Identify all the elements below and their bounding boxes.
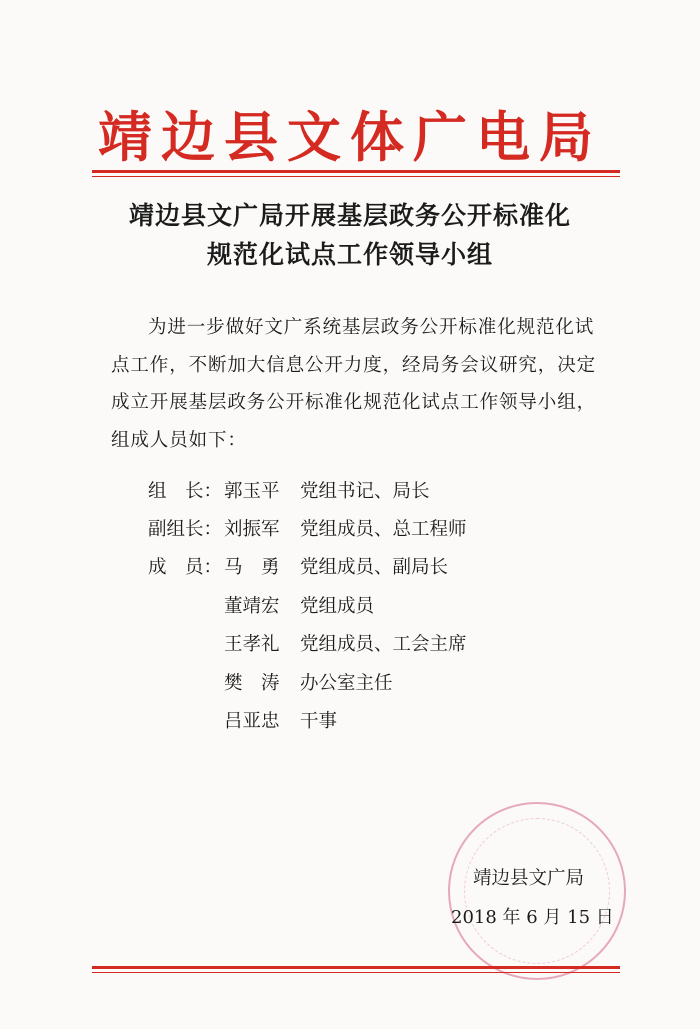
member-role: 组 长：: [148, 481, 223, 502]
member-title: 办公室主任: [300, 673, 393, 694]
member-title: 党组成员、工会主席: [300, 634, 467, 655]
member-title: 党组成员: [300, 596, 375, 617]
member-role: 成 员：: [148, 557, 223, 578]
letterhead-title: 靖边县文体广电局: [98, 105, 602, 169]
letterhead-rule-thin: [92, 176, 620, 177]
member-title: 党组成员、总工程师: [300, 519, 467, 540]
body-paragraph: [111, 309, 601, 459]
member-name: 董靖宏: [224, 596, 280, 617]
doc-title-line2: 规范化试点工作领导小组: [206, 240, 493, 269]
signature-org: 靖边县文广局: [473, 868, 585, 889]
member-title: 干事: [300, 711, 338, 732]
official-seal-inner-ring: [464, 818, 610, 964]
footer-rule-thin: [92, 972, 620, 973]
member-title: 党组成员、副局长: [300, 557, 449, 578]
member-name: 马 勇: [224, 557, 280, 578]
member-name: 樊 涛: [224, 673, 280, 694]
member-name: 郭玉平: [224, 481, 280, 502]
official-seal: [448, 802, 626, 980]
member-name: 王孝礼: [224, 634, 280, 655]
member-title: 党组书记、局长: [300, 481, 430, 502]
doc-title-line1: 靖边县文广局开展基层政务公开标准化: [128, 201, 571, 230]
signature-date: 2018 年 6 月 15 日: [451, 907, 614, 928]
footer-rule-thick: [92, 966, 620, 969]
body-paragraph-text: 为进一步做好文广系统基层政务公开标准化规范化试点工作，不断加大信息公开力度，经局务会议研究，决定成立开展基层政务公开标准化规范化试点工作领导小组，组成人员如下：: [111, 317, 597, 451]
member-name: 吕亚忠: [224, 711, 280, 732]
member-role: 副组长：: [148, 519, 223, 540]
letterhead-rule-thick: [92, 170, 620, 173]
member-name: 刘振军: [224, 519, 280, 540]
